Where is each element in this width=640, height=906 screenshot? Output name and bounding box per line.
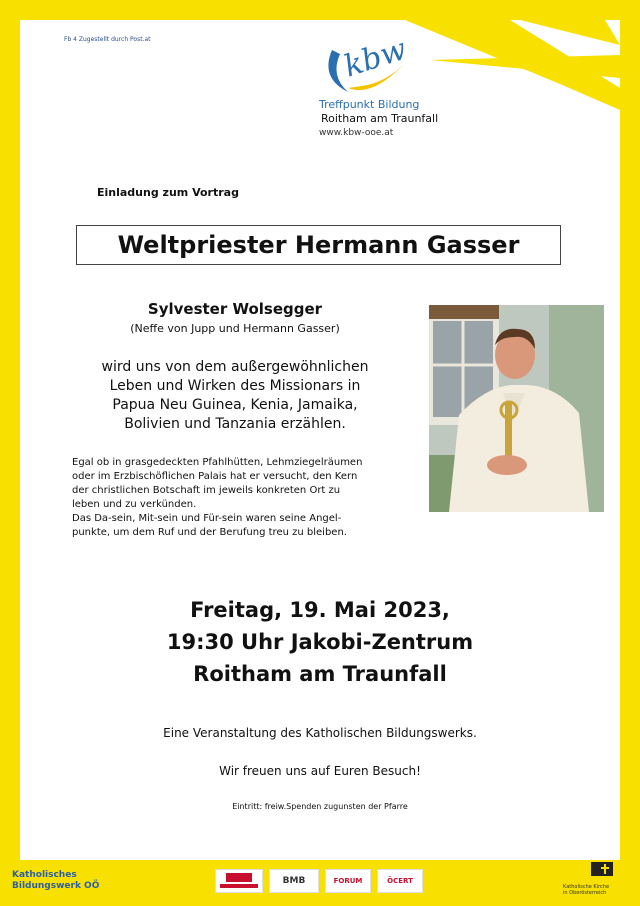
church-footer-logo: Katholische Kirche in Oberösterreich <box>563 884 610 896</box>
body-line: Das Da-sein, Mit-sein und Für-sein waren seine Angel- <box>72 513 342 524</box>
partner-logo-bmb: BMB <box>269 869 319 893</box>
kbw-logo-icon <box>318 30 418 98</box>
partner-logo-forum: FORUM <box>325 869 371 893</box>
entry-text: Eintritt: freiw.Spenden zugunsten der Pfarre <box>232 802 408 811</box>
intro-line: wird uns von dem außergewöhnlichen <box>101 359 369 375</box>
speaker-relation: (Neffe von Jupp und Hermann Gasser) <box>130 322 340 335</box>
intro-line: Leben und Wirken des Missionars in <box>109 378 361 394</box>
partner-logo-land-ooe <box>215 869 263 893</box>
intro-line: Papua Neu Guinea, Kenia, Jamaika, <box>112 397 358 413</box>
priest-photo <box>429 305 604 512</box>
frame-left <box>0 0 20 906</box>
partner-logos <box>215 869 423 893</box>
event-date: Freitag, 19. Mai 2023, <box>190 598 450 622</box>
kbw-footer-logo: Katholisches Bildungswerk OÖ <box>12 870 100 891</box>
body-line: oder im Erzbischöflichen Palais hat er versucht, den Kern <box>72 471 358 482</box>
event-time-venue: 19:30 Uhr Jakobi-Zentrum <box>166 630 474 654</box>
organizer-text: Eine Veranstaltung des Katholischen Bildungswerks. <box>163 726 477 740</box>
org-website: www.kbw-ooe.at <box>319 128 394 138</box>
frame-right <box>620 0 640 906</box>
body-line: der christlichen Botschaft im jeweils konkreten Ort zu <box>72 485 341 496</box>
org-name: Treffpunkt Bildung <box>319 98 420 111</box>
welcome-text: Wir freuen uns auf Euren Besuch! <box>219 764 421 778</box>
intro-paragraph <box>80 358 390 434</box>
partner-logo-oecert: ÖCERT <box>377 869 423 893</box>
body-line: Egal ob in grasgedeckten Pfahlhütten, Lehmziegelräumen <box>72 457 363 468</box>
body-paragraph <box>72 456 422 540</box>
svg-text:kbw: kbw <box>339 31 411 85</box>
invite-label: Einladung zum Vortrag <box>97 186 239 199</box>
event-location: Roitham am Traunfall <box>193 662 447 686</box>
intro-line: Bolivien und Tanzania erzählen. <box>124 416 346 432</box>
body-line: leben und zu verkünden. <box>72 499 197 510</box>
org-place: Roitham am Traunfall <box>321 112 439 125</box>
title-box <box>76 225 561 265</box>
postal-note: Fb 4 Zugestellt durch Post.at <box>64 36 151 43</box>
speaker-name: Sylvester Wolsegger <box>147 300 323 318</box>
body-line: punkte, um dem Ruf und der Berufung treu zu bleiben. <box>72 527 347 538</box>
page-title: Weltpriester Hermann Gasser <box>117 231 520 259</box>
event-details <box>60 594 580 690</box>
